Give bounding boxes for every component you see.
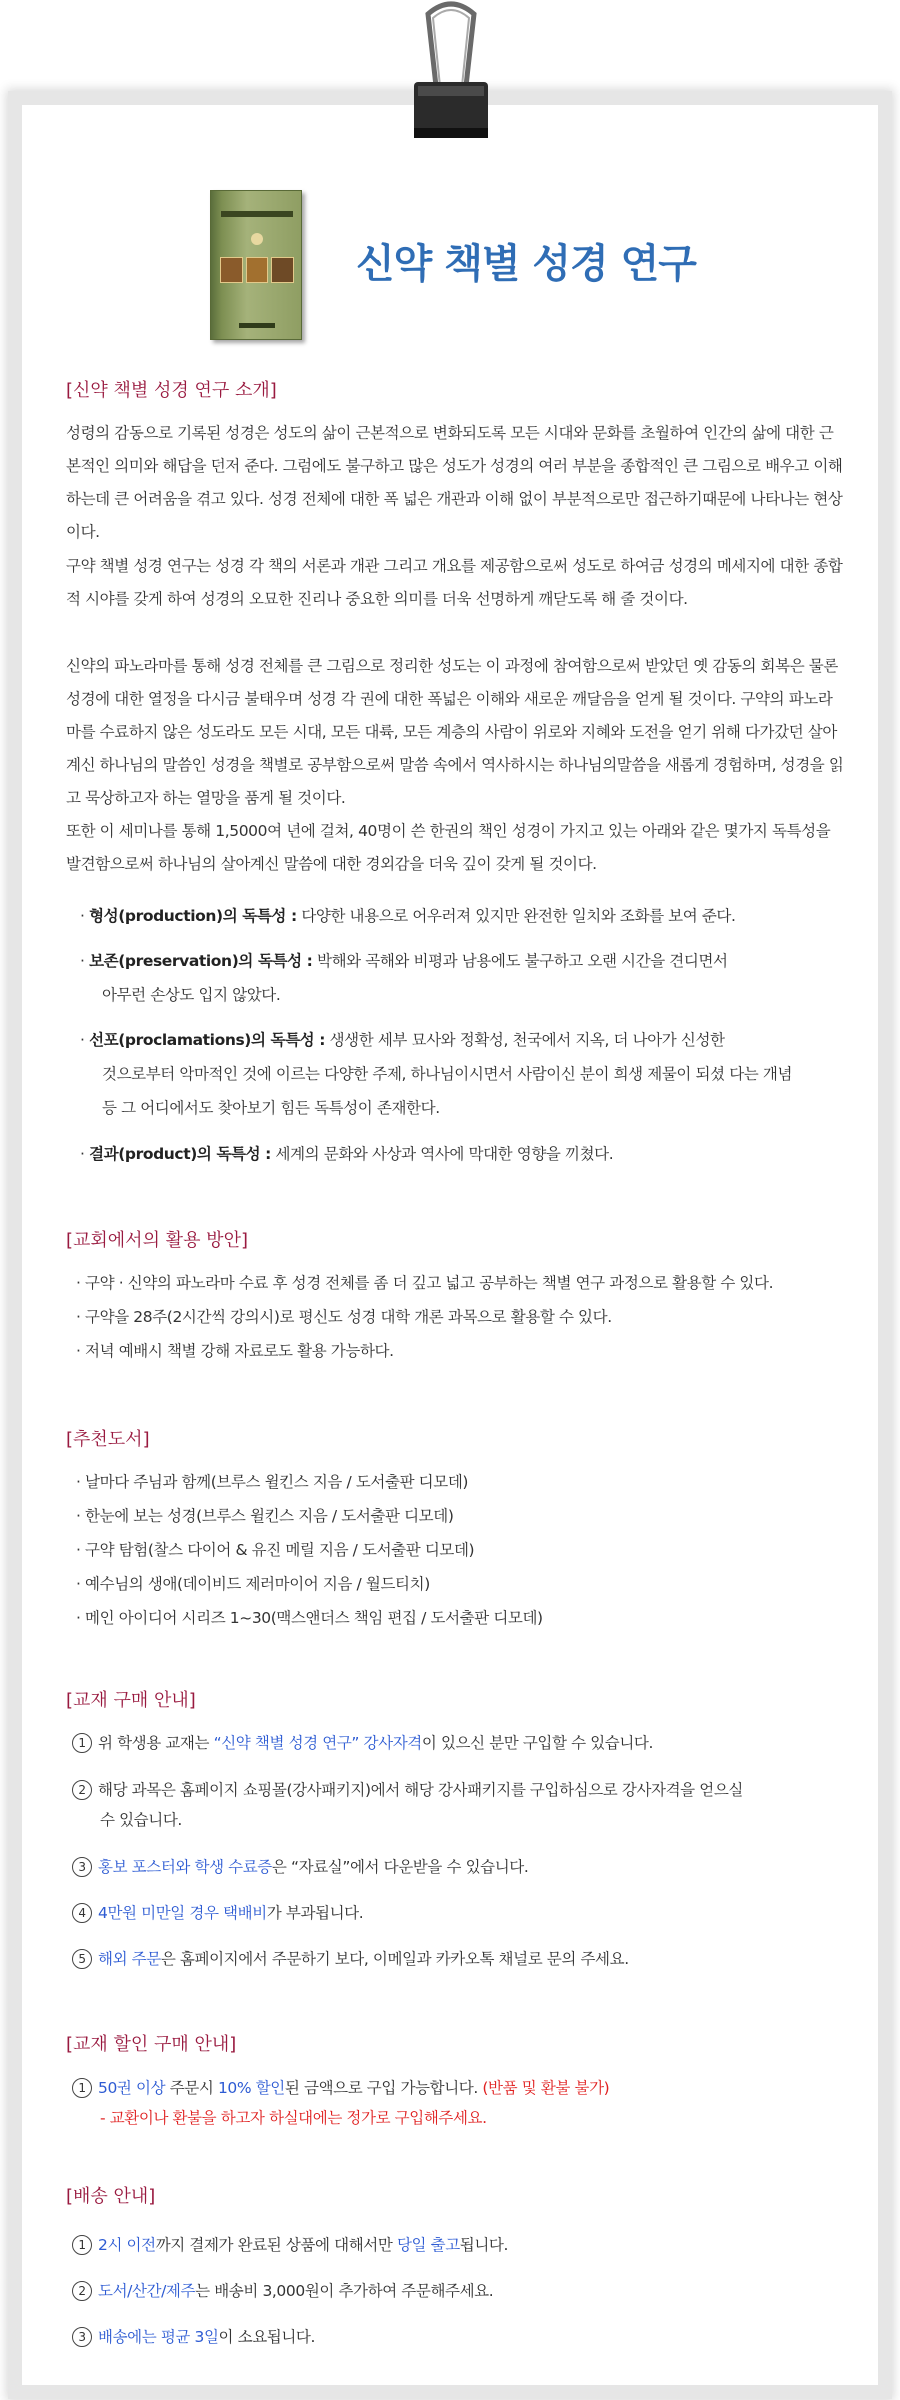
list-item: · 메인 아이디어 시리즈 1~30(맥스앤더스 책임 편집 / 도서출판 디모데) bbox=[76, 1609, 543, 1627]
feature-item: · 형성(production)의 독특성 : 다양한 내용으로 어우러져 있지만 완전한 일치와 조화를 보여 준다. bbox=[80, 907, 736, 925]
intro-paragraph-2: 구약 책별 성경 연구는 성경 각 책의 서론과 개관 그리고 개요를 제공함으로써 성도로 하여금 성경의 메세지에 대한 종합적 시야를 갖게 하여 성경의 오묘한 진리나 중요한 의미를 더욱 선명하게 깨닫도록 해 줄 것이다. bbox=[66, 557, 843, 608]
list-item: · 날마다 주님과 함께(브루스 윌킨스 지음 / 도서출판 디모데) bbox=[76, 1473, 469, 1491]
page-title: 신약 책별 성경 연구 bbox=[356, 241, 696, 287]
usage-heading: [교회에서의 활용 방안] bbox=[66, 1230, 248, 1251]
intro-paragraph-4: 또한 이 세미나를 통해 1,5000여 년에 걸쳐, 40명이 쓴 한권의 책인 성경이 가지고 있는 아래와 같은 몇가지 독특성을 발견함으로써 하나님의 살아계신 말씀에 대한 경외감을 더욱 깊이 갖게 될 것이다. bbox=[66, 822, 831, 873]
list-item: · 구약 · 신약의 파노라마 수료 후 성경 전체를 좀 더 깊고 넓고 공부하는 책별 연구 과정으로 활용할 수 있다. bbox=[76, 1274, 774, 1292]
shipping-heading: [배송 안내] bbox=[66, 2186, 156, 2207]
books-heading: [추천도서] bbox=[66, 1429, 150, 1450]
feature-item: · 결과(product)의 독특성 : 세계의 문화와 사상과 역사에 막대한 영향을 끼쳤다. bbox=[80, 1145, 614, 1163]
book-cover-image bbox=[210, 190, 302, 340]
purchase-item-3: 3 홍보 포스터와 학생 수료증은 “자료실”에서 다운받을 수 있습니다. bbox=[72, 1852, 842, 1882]
feature-item: · 선포(proclamations)의 독특성 : 생생한 세부 묘사와 정확성, 천국에서 지옥, 더 나아가 신성한 것으로부터 악마적인 것에 이르는 다양한 주제, 하나님이시면서 사람이신 분이 희생 제물이 되셨 다는 개념 등 그 어디에서도 찾아보기 힘든 독특성이 존재한다. bbox=[80, 1031, 793, 1117]
shipping-item-3: 3 배송에는 평균 3일이 소요됩니다. bbox=[72, 2322, 842, 2352]
intro-heading: [신약 책별 성경 연구 소개] bbox=[66, 380, 277, 401]
feature-term: 형성(production)의 독특성 : bbox=[89, 907, 297, 925]
intro-paragraph-1: 성령의 감동으로 기록된 성경은 성도의 삶이 근본적으로 변화되도록 모든 시대와 문화를 초월하여 인간의 삶에 대한 근본적인 의미와 해답을 던저 준다. 그럼에도 불구하고 많은 성도가 성경의 여러 부분을 종합적인 큰 그림으로 배우고 이해하는데 큰 어려움을 겪고 있다. 성경 전체에 대한 폭 넓은 개관과 이해 없이 부분적으로만 접근하기때문에 나타나는 현상이다. bbox=[66, 424, 843, 541]
purchase-heading: [교재 구매 안내] bbox=[66, 1690, 196, 1711]
page-header bbox=[210, 190, 710, 340]
list-item: · 구약 탐험(찰스 다이어 & 유진 메릴 지음 / 도서출판 디모데) bbox=[76, 1541, 475, 1559]
list-item: · 저녁 예배시 책별 강해 자료로도 활용 가능하다. bbox=[76, 1342, 394, 1360]
binder-clip-icon bbox=[408, 0, 494, 150]
usage-list bbox=[76, 1266, 856, 1368]
discount-item-1: 1 50권 이상 주문시 10% 할인된 금액으로 구입 가능합니다. (반품 및 환불 불가) - 교환이나 환불을 하고자 하실대에는 정가로 구입해주세요. bbox=[72, 2073, 842, 2133]
shipping-item-1: 1 2시 이전까지 결제가 완료된 상품에 대해서만 당일 출고됩니다. bbox=[72, 2230, 842, 2260]
intro-paragraph-3: 신약의 파노라마를 통해 성경 전체를 큰 그림으로 정리한 성도는 이 과정에 참여함으로써 받았던 옛 감동의 회복은 물론 성경에 대한 열정을 다시금 불태우며 성경 각 권에 대한 폭넓은 이해와 새로운 깨달음을 얻게 될 것이다. 구약의 파노라마를 수료하지 않은 성도라도 모든 시대, 모든 대륙, 모든 계층의 사람이 위로와 지혜와 도전을 얻기 위해 다가갔던 살아계신 하나님의 말씀인 성경을 책별로 공부함으로써 말씀 속에서 역사하시는 하나님의말씀을 새롭게 경험하며, 성경을 읽고 묵상하고자 하는 열망을 품게 될 것이다. bbox=[66, 657, 844, 807]
list-item: · 구약을 28주(2시간씩 강의시)로 평신도 성경 대학 개론 과목으로 활용할 수 있다. bbox=[76, 1308, 612, 1326]
purchase-item-4: 4 4만원 미만일 경우 택배비가 부과됩니다. bbox=[72, 1898, 842, 1928]
feature-term: 선포(proclamations)의 독특성 : bbox=[89, 1031, 326, 1049]
books-list bbox=[76, 1465, 856, 1635]
purchase-item-1: 1 위 학생용 교재는 “신약 책별 성경 연구” 강사자격이 있으신 분만 구입할 수 있습니다. bbox=[72, 1728, 842, 1758]
purchase-item-2: 2 해당 과목은 홈페이지 쇼핑몰(강사패키지)에서 해당 강사패키지를 구입하심으로 강사자격을 얻으실 수 있습니다. bbox=[72, 1775, 842, 1835]
discount-heading: [교재 할인 구매 안내] bbox=[66, 2034, 237, 2055]
feature-term: 결과(product)의 독특성 : bbox=[89, 1145, 271, 1163]
feature-item: · 보존(preservation)의 독특성 : 박해와 곡해와 비평과 남용에도 불구하고 오랜 시간을 견디면서 아무런 손상도 입지 않았다. bbox=[80, 952, 728, 1004]
shipping-item-2: 2 도서/산간/제주는 배송비 3,000원이 추가하여 주문해주세요. bbox=[72, 2276, 842, 2306]
list-item: · 한눈에 보는 성경(브루스 윌킨스 지음 / 도서출판 디모데) bbox=[76, 1507, 454, 1525]
discount-note: - 교환이나 환불을 하고자 하실대에는 정가로 구입해주세요. bbox=[100, 2109, 487, 2127]
purchase-item-5: 5 해외 주문은 홈페이지에서 주문하기 보다, 이메일과 카카오톡 채널로 문의 주세요. bbox=[72, 1944, 842, 1974]
feature-term: 보존(preservation)의 독특성 : bbox=[89, 952, 313, 970]
list-item: · 예수님의 생애(데이비드 제러마이어 지음 / 월드티치) bbox=[76, 1575, 430, 1593]
